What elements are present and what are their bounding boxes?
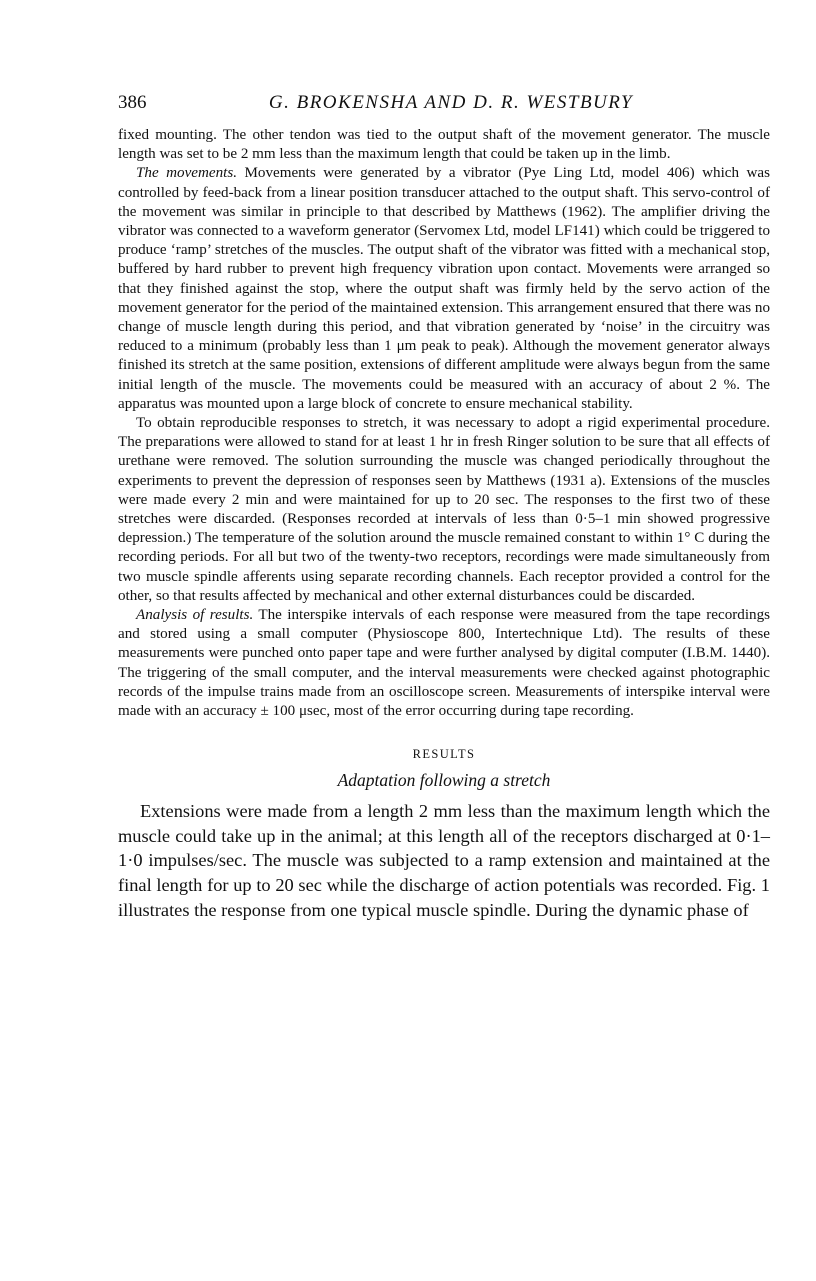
results-subheading: Adaptation following a stretch bbox=[337, 770, 551, 791]
results-section bbox=[118, 799, 770, 922]
movements-paragraph bbox=[118, 164, 770, 414]
analysis-text: The interspike intervals of each response were measured from the tape recordings and stored using a small computer (Physioscope 800, Intertechnique Ltd). The results of these measurements were punched onto paper tape and were further analysed by digital computer (I.B.M. 1440). The triggering of the small computer, and the interval measurements were checked against photographic records of the impulse trains made from an oscilloscope screen. Measurements of interspike interval were made with an accuracy ± 100 μsec, most of the error occurring during tape recording. bbox=[118, 607, 770, 720]
running-head bbox=[118, 92, 770, 114]
results-heading: RESULTS bbox=[412, 747, 476, 762]
movements-runin-heading: The movements. bbox=[136, 165, 237, 182]
journal-page bbox=[118, 92, 770, 922]
methods-section bbox=[118, 126, 770, 721]
analysis-paragraph bbox=[118, 606, 770, 721]
running-title: G. BROKENSHA AND D. R. WESTBURY bbox=[268, 92, 634, 113]
analysis-runin-heading: Analysis of results. bbox=[136, 607, 254, 624]
procedure-paragraph: To obtain reproducible responses to stretch, it was necessary to adopt a rigid experimental procedure. The preparations were allowed to stand for at least 1 hr in fresh Ringer solution to be sure that all effects of urethane were removed. The solution surrounding the muscle was changed periodically throughout the experiments to prevent the depression of responses seen by Matthews (1931 a). Extensions of the muscles were made every 2 min and were maintained for up to 20 sec. The responses to the first two of these stretches were discarded. (Responses recorded at intervals of less than 0·5–1 min showed progressive depression.) The temperature of the solution around the muscle remained constant to within 1° C during the recording periods. For all but two of the twenty-two receptors, recordings were made simultaneously from two muscle spindle afferents using separate recording channels. Each receptor provided a control for the other, so that results affected by mechanical and other external disturbances could be discarded. bbox=[118, 415, 770, 604]
methods-paragraph: fixed mounting. The other tendon was tied to the output shaft of the movement generator. The muscle length was set to be 2 mm less than the maximum length that could be taken up in the limb. bbox=[118, 127, 770, 163]
movements-text: Movements were generated by a vibrator (Pye Ling Ltd, model 406) which was controlled by feed-back from a linear position transducer attached to the output shaft. This servo-control of the movement was similar in principle to that described by Matthews (1962). The amplifier driving the vibrator was connected to a waveform generator (Servomex Ltd, model LF141) which could be triggered to produce ‘ramp’ stretches of the muscles. The output shaft of the vibrator was fitted with a mechanical stop, buffered by hard rubber to prevent high frequency vibration upon contact. Movements were arranged so that they finished against the stop, where the output shaft was firmly held by the servo action of the movement generator for the period of the maintained extension. This arrangement ensured that there was no change of muscle length during this period, and that vibration generated by ‘noise’ in the circuitry was reduced to a minimum (probably less than 1 μm peak to peak). Although the movement generator always finished its stretch at the same position, extensions of different amplitude were always begun from the same initial length of the muscle. The movements could be measured with an accuracy of about 2 %. The apparatus was mounted upon a large block of concrete to ensure mechanical stability. bbox=[118, 165, 770, 412]
page-number: 386 bbox=[118, 92, 147, 113]
results-paragraph: Extensions were made from a length 2 mm less than the maximum length which the muscle could take up in the animal; at this length all of the receptors discharged at 0·1–1·0 impulses/sec. The muscle was subjected to a ramp extension and maintained at the final length for up to 20 sec while the discharge of action potentials was recorded. Fig. 1 illustrates the response from one typical muscle spindle. During the dynamic phase of bbox=[118, 801, 770, 920]
